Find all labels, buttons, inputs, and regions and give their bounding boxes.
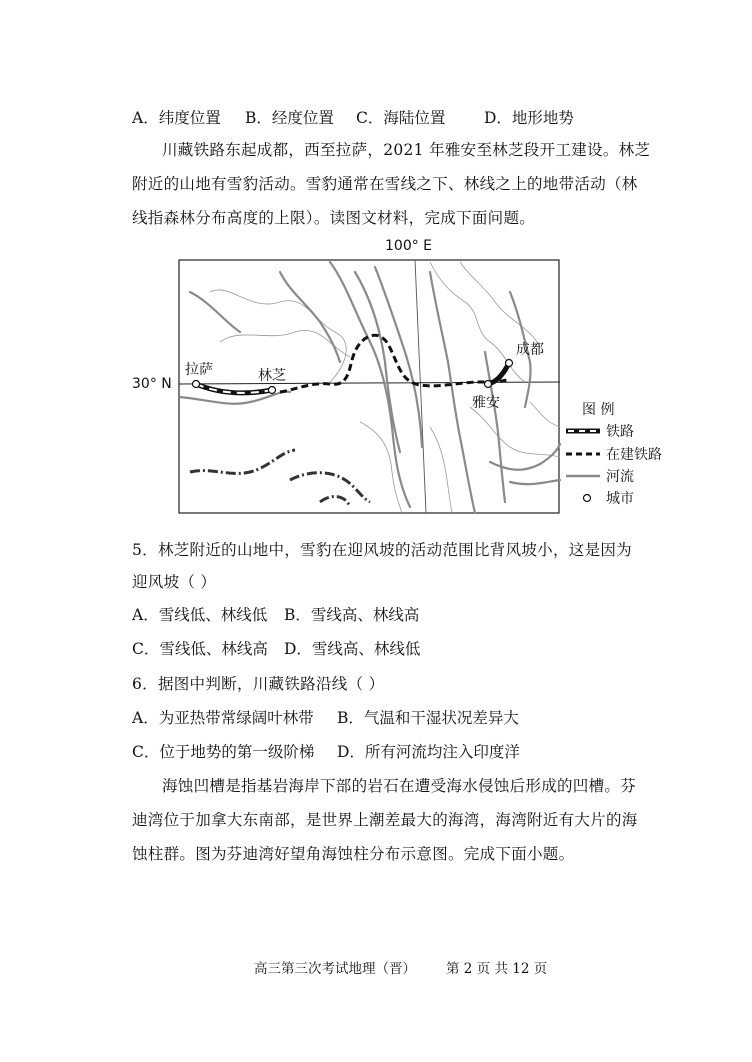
city-marker-chengdu — [506, 360, 513, 367]
map-legend — [566, 402, 662, 507]
longitude-label: 100° E — [385, 238, 433, 254]
city-label-nyingchi: 林芝 — [258, 368, 286, 384]
legend-city-label: 城市 — [606, 491, 634, 507]
q5-stem-line2: 迎风坡（ ） — [132, 573, 217, 591]
passage2-line3: 蚀柱群。图为芬迪湾好望角海蚀柱分布示意图。完成下面小题。 — [132, 845, 575, 863]
q4-option-a: A．纬度位置 — [132, 109, 221, 127]
footer-exam-title: 高三第三次考试地理（晋） — [254, 961, 416, 977]
q6-option-b: B．气温和干湿状况差异大 — [337, 709, 519, 727]
sichuan-tibet-railway-map — [130, 232, 690, 522]
passage2-line2: 迪湾位于加拿大东南部，是世界上潮差最大的海湾，海湾附近有大片的海 — [132, 811, 638, 829]
q4-option-b: B．经度位置 — [245, 109, 334, 127]
legend-construction-label: 在建铁路 — [606, 447, 662, 463]
footer-page-number: 第 2 页 共 12 页 — [446, 961, 548, 977]
q6-option-a: A．为亚热带常绿阔叶林带 — [132, 709, 314, 727]
city-marker-lhasa — [193, 381, 200, 388]
city-marker-yaan — [485, 381, 492, 388]
q6-option-c: C．位于地势的第一级阶梯 — [132, 743, 315, 761]
map-svg — [130, 232, 690, 522]
passage1-line3: 线指森林分布高度的上限）。读图文材料，完成下面问题。 — [132, 209, 536, 227]
passage2-line1: 海蚀凹槽是指基岩海岸下部的岩石在遭受海水侵蚀后形成的凹槽。芬 — [162, 777, 637, 795]
q4-option-c: C．海陆位置 — [356, 109, 446, 127]
passage1-line2: 附近的山地有雪豹活动。雪豹通常在雪线之下、林线之上的地带活动（林 — [132, 175, 638, 193]
legend-title: 图 例 — [582, 402, 615, 418]
legend-river-label: 河流 — [606, 469, 634, 485]
city-marker-nyingchi — [269, 387, 276, 394]
legend-city-symbol — [584, 495, 591, 502]
latitude-label: 30° N — [132, 376, 172, 392]
city-label-yaan: 雅安 — [472, 395, 500, 411]
q5-option-c: C．雪线低、林线高 — [132, 640, 268, 658]
q4-option-d: D．地形地势 — [484, 109, 574, 127]
city-label-lhasa: 拉萨 — [185, 362, 213, 378]
q5-stem-line1: 5．林芝附近的山地中，雪豹在迎风坡的活动范围比背风坡小，这是因为 — [132, 541, 632, 559]
passage1-line1: 川藏铁路东起成都，西至拉萨，2021 年雅安至林芝段开工建设。林芝 — [162, 141, 651, 159]
q6-stem: 6．据图中判断，川藏铁路沿线（ ） — [132, 675, 385, 693]
legend-railway-label: 铁路 — [606, 424, 634, 440]
q5-option-d: D．雪线高、林线低 — [284, 640, 421, 658]
q5-option-b: B．雪线高、林线高 — [284, 606, 420, 624]
q6-option-d: D．所有河流均注入印度洋 — [337, 743, 520, 761]
city-label-chengdu: 成都 — [516, 342, 544, 358]
q5-option-a: A．雪线低、林线低 — [132, 606, 268, 624]
